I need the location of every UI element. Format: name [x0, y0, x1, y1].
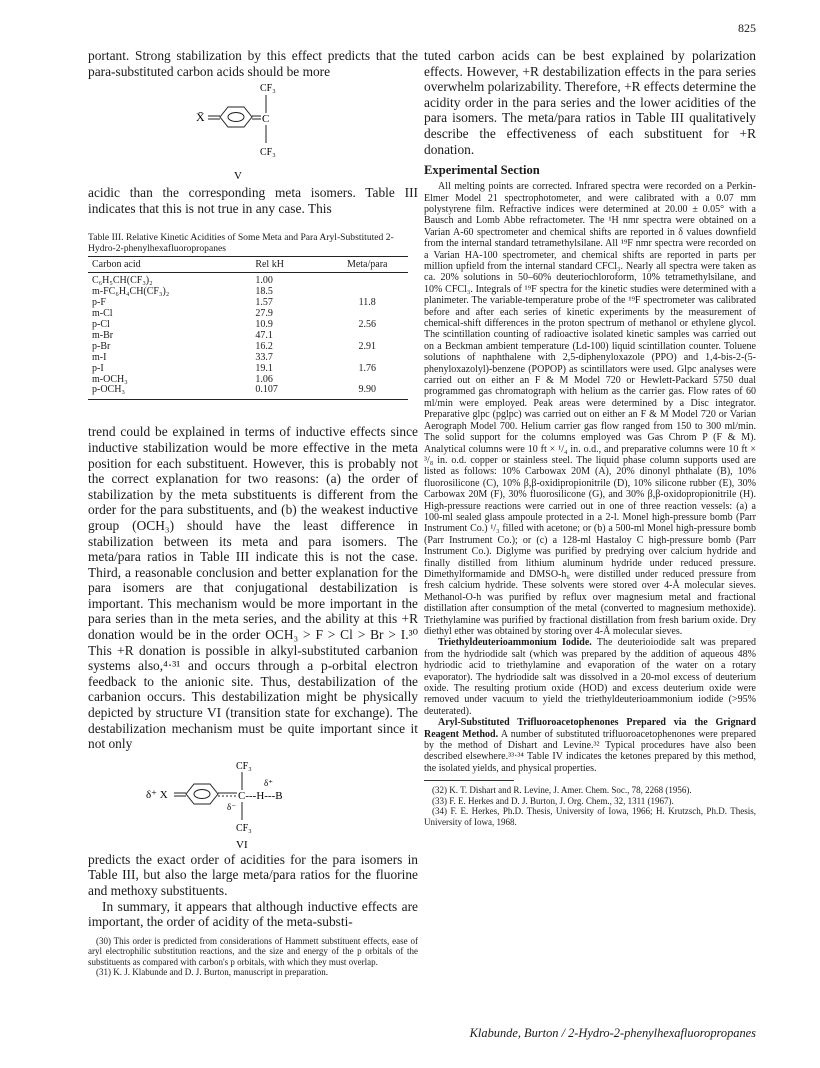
table-row: [88, 364, 408, 375]
left-paragraph-2: acidic than the corresponding meta isomers. Table III indicates that this is not true in any case. This: [88, 185, 418, 216]
table-cell: m-OCH₃: [92, 373, 128, 385]
table-cell: 9.90: [326, 385, 408, 399]
runin-heading-2: Aryl-Substituted Trifluoroacetophenones Prepared via the Grignard Reagent Method.: [424, 717, 756, 740]
table-cell: 27.9: [255, 308, 273, 320]
struct-v-x: X̄: [196, 110, 205, 125]
struct-vi-dplus: δ⁺: [264, 777, 273, 788]
footnote-31: (31) K. J. Klabunde and D. J. Burton, manuscript in preparation.: [96, 967, 328, 977]
structure-vi-drawing: [88, 758, 418, 852]
table-cell: 2.56: [358, 319, 376, 330]
struct-vi-label: VI: [236, 838, 248, 851]
struct-v-label: V: [234, 170, 242, 183]
experimental-paragraph-3: [424, 717, 756, 774]
structure-v: [88, 79, 418, 185]
table-row: [88, 385, 408, 399]
table-cell: p-OCH₃: [88, 385, 231, 399]
table-cell: m-Cl: [92, 308, 113, 320]
experimental-paragraph-2: [424, 637, 756, 717]
table-cell: 16.2: [255, 340, 273, 352]
left-paragraph-1: portant. Strong stabilization by this effect predicts that the para-substituted carbon acids should be more: [88, 48, 418, 79]
left-paragraph-5: In summary, it appears that although inductive effects are important, the order of acidity of the meta-substi-: [88, 898, 418, 930]
table-cell: m-FC₆H₄CH(CF₃)₂: [92, 286, 170, 298]
table-cell: [326, 273, 408, 287]
table-header-carbon-acid: Carbon acid: [88, 257, 231, 273]
table-cell: 47.1: [255, 329, 273, 341]
table-row: [88, 320, 408, 331]
table-cell: 11.8: [358, 297, 376, 309]
table-cell: 33.7: [255, 351, 273, 363]
running-footer: Klabunde, Burton / 2-Hydro-2-phenylhexafluoropropanes: [469, 1026, 756, 1040]
experimental-text-2: The deuterioiodide salt was prepared from the hydriodide salt (which was prepared by the addition of aqueous 48% hydriodic acid to triethylamine and evaporation of the water on a rotary evaporator). The hydriodide salt was dissolved in a 20-mol excess of deuterium oxide. The resulting protium oxide (HOD) and excess deuterium oxide were removed under vacuum to yield the triethyldeuterioammonium iodide (>95% deuterated).: [424, 637, 756, 717]
struct-vi-ring-inner: [194, 789, 210, 798]
table-cell: 18.5: [255, 286, 273, 298]
table-cell: 1.57: [255, 297, 273, 309]
struct-v-top-cf3: CF₃: [260, 83, 276, 95]
structure-v-drawing: [88, 79, 418, 185]
table-row: [88, 353, 408, 364]
structure-vi: [88, 758, 418, 852]
struct-vi-x: δ⁺ X: [146, 788, 168, 801]
struct-vi-c: C---H---B: [238, 789, 283, 802]
table-cell: 2.91: [358, 340, 376, 352]
section-heading: Experimental Section: [424, 163, 540, 178]
footnote-30: (30) This order is predicted from considerations of Hammett substituent effects, ease of aryl electrophilic substitution reactions, and the size and energy of the p orbitals of the substituents as compared with carbon's p orbitals, with which they must overlap.: [88, 935, 418, 967]
runin-heading-1: Triethyldeuterioammonium Iodide.: [438, 637, 592, 649]
table-cell: C₆H₅CH(CF₃)₂: [92, 275, 153, 287]
struct-v-bottom-cf3: CF₃: [260, 147, 276, 159]
table-header-meta-para: Meta/para: [326, 257, 408, 273]
experimental-text-3: A number of substituted trifluoroacetophenones were prepared by the method of Dishart and Levine.³² Typical procedures have also been described elsewhere.³³·³⁴ Table IV indicates the ketones prepared by this method, the isolated yields, and physical properties.: [424, 728, 756, 774]
table-cell: 1.00: [255, 275, 273, 287]
table-cell: p-I: [92, 362, 104, 374]
table-cell: 10.9: [255, 319, 273, 330]
table-cell: 1.06: [255, 373, 273, 385]
struct-v-ring-inner: [228, 113, 244, 122]
experimental-paragraph-1: All melting points are corrected. Infrared spectra were recorded on a Perkin-Elmer Model 21 spectrophotometer, and were calibrated with a 0.07 mm polystyrene film. Refractive indices were determined at 20.00 ± 0.05° with a Bausch and Lomb Abbe refractometer. The ¹H nmr spectra were obtained on a Varian A-60 spectrometer and chemical shifts are reported in δ values downfield from the internal standard tetramethylsilane. All ¹⁹F nmr spectra were recorded on a Varian HA-100 spectrometer, and chemical shifts are reported in parts per million upfield from the internal standard CFCl₃. Nearly all spectra were taken as ca. 20% solutions in 50–60% deuteriochloroform, 10% tetramethylsilane, and 10% CFCl₃. Integrals of ¹⁹F spectra for the kinetic studies were determined with a planimeter. The variable-temperature probe of the ¹⁹F spectrometer was calibrated before and after each series of kinetic experiments by the measurement of chemical-shift differences in the proton spectrum of methanol or ethylene glycol. The scintillation counting of radioactive isolated kinetic samples was carried out on a Beckman ambient temperature (Ld-100) liquid scintillation counter. Toluene solutions of naphthalene with 2,5-diphenyloxazole (PPO) and 1,4-bis-2-(5-phenyloxazolyl)-benzene (POPOP) as scintillators were used. Glpc analyses were carried out on either an F & M Model 720 or Hewlett-Packard 5750 dual programmed gas chromatograph with helium as the carrier gas. Flow rates of 60 ml/min were employed. Peak areas were determined by a Disc integrator. Preparative glpc (pglpc) was carried out on either an F & M Model 720 or Varian Aerograph Model 700. Helium carrier gas flow ranged from 150 to 300 ml/min. The solid support for the columns employed was Gas Chrom P (F & M). Analytical columns were 10 ft × ¹/₄ in. o.d., and preparative columns were 10 ft × ³/₈ in. o.d. copper or stainless steel. The liquid phase column supports used are listed as follows: 10% Carbowax 20M (A), 20% dinonyl phthalate (B), 10% fluorosilicone (C), 10% β,β-oxidipropionitrile (D), 10% silicone rubber (E), 30% Carbowax 20M (F), 30% fluorosilicone (G), and 30% β,β-oxidopropionitrile (H). High-pressure reactions were carried out in one of three reaction vessels: (a) a 100-ml sealed glass ampoule protected in a 2-l. Monel high-pressure bomb (Parr Instrument Co.) ¹/₃ filled with acetone; or (b) a 500-ml Monel high-pressure bomb (Parr Instrument Co.); or (c) a 128-ml Hastaloy C high-pressure bomb (Parr Instrument Co.). Diglyme was purified by predrying over calcium hydride and finally distilled from lithium aluminum hydride under reduced pressure. Dimethylformamide and DMSO-h₆ were distilled under reduced pressure from fresh calcium hydride. These solvents were stored over 4-Å molecular sieves. Methanol-O-h was purified by reflux over magnesium metal and fractional distillation after consumption of the metal (converted to magnesium methoxide). Triethylamine was purified by fractional distillation from fresh barium oxide. Dry diethyl ether was obtained by storing over 4-Å molecular sieves.: [424, 181, 756, 637]
right-paragraph-1: tuted carbon acids can be best explained by polarization effects. However, +R destabilization effects in the para series overwhelm polarizability. Therefore, +R effects determine the acidity order in the para series and the lower acidities of the para isomers. The meta/para ratios in Table III qualitatively describe the effectiveness of each substituent for +R donation.: [424, 48, 756, 157]
struct-v-ring: [220, 107, 252, 127]
table-header-rel-kh: Rel kH: [231, 257, 326, 273]
table-cell: 19.1: [255, 362, 273, 374]
table-cell: 0.107: [231, 385, 326, 399]
table-cell: m-I: [92, 351, 107, 363]
table-cell: 1.76: [358, 362, 376, 374]
footnote-32: (32) K. T. Dishart and R. Levine, J. Amer. Chem. Soc., 78, 2268 (1956).: [432, 785, 692, 796]
left-paragraph-3: trend could be explained in terms of inductive effects since inductive stabilization would be more effective in the meta position for each substituent. However, this is probably not the correct explanation for two reasons: (a) the order of stabilization by the meta substituents is different from the order for the para substituents, and (b) the weakest inductive group (OCH₃) should have the least difference in stabilization between its meta and para isomers. The meta/para ratios in Table III indicate this is not the case. Third, a reasonable conclusion and better explanation for the para isomers are that conjugational destabilization is important. This mechanism would be more important in the para series than in the meta series, and the ability at this +R donation would be in the order OCH₃ > F > Cl > Br > I.³⁰ This +R donation is possible in alkyl-substituted carbanion systems also,⁴·³¹ and occurs through a p-orbital electron feedback to the anionic site. Thus, destabilization of the carbanion occurs. This destabilization might be physically depicted by structure VI (transition state for exchange). The destabilization mechanism must be quite important since it not only: [88, 424, 418, 752]
struct-vi-top-cf3: CF₃: [236, 760, 252, 772]
table-iii: [88, 256, 408, 400]
struct-v-c: C: [262, 113, 270, 126]
table-row: [88, 298, 408, 309]
table-cell: p-Br: [92, 340, 111, 352]
table-cell: p-Cl: [92, 319, 110, 330]
footnote-33: (33) F. E. Herkes and D. J. Burton, J. Org. Chem., 32, 1311 (1967).: [432, 795, 674, 806]
table-header-row: [88, 257, 408, 273]
struct-vi-ring: [186, 784, 218, 804]
left-column: [88, 48, 418, 977]
page-number: 825: [738, 21, 756, 35]
table-row: [88, 273, 408, 287]
footnote-rule: [424, 780, 514, 781]
table-row: [88, 342, 408, 353]
table-cell: [326, 353, 408, 364]
right-column: [424, 48, 756, 827]
struct-vi-dminus: δ⁻: [227, 801, 236, 812]
table-caption: Table III. Relative Kinetic Acidities of Some Meta and Para Aryl-Substituted 2-Hydro-2-phenylhexafluoropropanes: [88, 232, 394, 255]
table-cell: p-F: [92, 297, 106, 309]
table-cell: m-Br: [92, 329, 114, 341]
left-paragraph-4: predicts the exact order of acidities for the para isomers in Table III, but also the large meta/para ratios for the fluorine and methoxy substituents.: [88, 851, 418, 898]
struct-vi-bottom-cf3: CF₃: [236, 822, 252, 834]
footnote-34: (34) F. E. Herkes, Ph.D. Thesis, University of Iowa, 1966; H. Krutzsch, Ph.D. Thesis, University of Iowa, 1968.: [424, 806, 756, 827]
